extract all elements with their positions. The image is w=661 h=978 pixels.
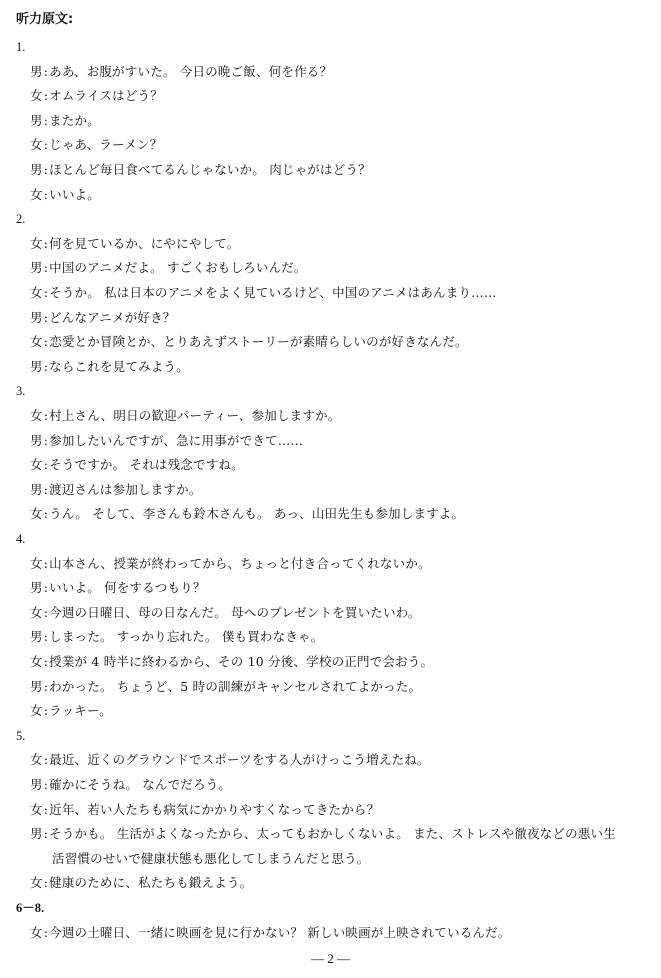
speaker-label: 女: [30, 924, 43, 940]
speaker-colon: :: [43, 777, 49, 792]
dialogue-text: 参加したいんですが、急に用事ができて……: [49, 432, 304, 448]
dialogue-text: うん。 そして、李さんも鈴木さんも。 あっ、山田先生も参加しますよ。: [49, 506, 465, 522]
dialogue-line: [30, 924, 511, 942]
page-number: — 2 —: [311, 951, 350, 966]
dialogue-text: オムライスはどう？: [49, 88, 163, 104]
speaker-colon: :: [43, 309, 49, 325]
dialogue-line: [30, 579, 206, 597]
section-number: 4.: [16, 532, 26, 546]
speaker-colon: :: [43, 654, 49, 669]
dialogue-text: そうですか。 それは残念ですね。: [49, 457, 244, 473]
dialogue-text: 村上さん、明日の歓迎パーティー、参加しますか。: [49, 408, 341, 423]
speaker-colon: :: [43, 678, 49, 694]
speaker-label: 男: [30, 580, 43, 596]
dialogue-text: 最近、近くのグラウンドでスポーツをする人がけっこう増えたね。: [49, 752, 430, 768]
dialogue-line: [30, 112, 100, 130]
dialogue-text: 今週の日曜日、母の日なんだ。 母へのプレゼントを買いたいわ。: [49, 604, 421, 620]
speaker-label: 女: [30, 555, 43, 571]
section-number: 5.: [16, 728, 26, 743]
speaker-colon: :: [43, 555, 49, 571]
dialogue-line: [30, 358, 189, 376]
speaker-colon: :: [43, 162, 49, 177]
speaker-colon: :: [43, 457, 49, 473]
speaker-label: 女: [30, 752, 43, 768]
speaker-label: 男: [30, 358, 43, 374]
dialogue-text: 山本さん、授業が終わってから、ちょっと付き合ってくれないか。: [49, 555, 431, 571]
speaker-label: 女: [30, 457, 43, 473]
dialogue-line: [30, 161, 371, 179]
dialogue-line: [30, 432, 303, 450]
section-number: 2.: [16, 212, 26, 227]
document-title: 听力原文:: [16, 12, 74, 27]
dialogue-line: [30, 63, 332, 81]
dialogue-line: [30, 235, 239, 253]
dialogue-text: しまった。 すっかり忘れた。 僕も買わなきゃ。: [49, 629, 324, 645]
speaker-colon: :: [43, 260, 49, 276]
speaker-colon: :: [43, 88, 49, 104]
speaker-label: 女: [30, 875, 43, 891]
speaker-label: 女: [30, 654, 43, 669]
speaker-label: 女: [30, 604, 43, 620]
dialogue-continuation: 活習慣のせいで健康状態も悪化してしまうんだと思う。: [52, 850, 370, 866]
speaker-colon: :: [43, 358, 49, 374]
speaker-label: 男: [30, 309, 43, 325]
speaker-label: 男: [30, 260, 43, 276]
dialogue-line: [30, 309, 176, 327]
speaker-colon: :: [43, 432, 49, 448]
speaker-colon: :: [43, 408, 49, 423]
speaker-colon: :: [43, 481, 49, 497]
speaker-label: 女: [30, 186, 43, 202]
speaker-label: 女: [30, 285, 43, 300]
speaker-colon: :: [43, 924, 49, 940]
dialogue-line: [30, 874, 252, 892]
dialogue-line: [30, 87, 163, 105]
speaker-label: 男: [30, 481, 43, 497]
dialogue-text: またか。: [49, 112, 100, 128]
speaker-colon: :: [43, 137, 49, 153]
dialogue-text: 中国のアニメだよ。 すごくおもしろいんだ。: [49, 260, 307, 276]
dialogue-text: いいよ。 何をするつもり？: [49, 580, 206, 596]
speaker-label: 女: [30, 88, 43, 104]
dialogue-text: 渡辺さんは参加しますか。: [49, 481, 202, 497]
dialogue-text: そうかも。 生活がよくなったから、太ってもおかしくないよ。 また、ストレスや徹夜などの悪い生: [49, 826, 616, 842]
speaker-colon: :: [43, 580, 49, 596]
section-number: 6－8.: [16, 901, 45, 915]
dialogue-line: [30, 653, 433, 671]
dialogue-line: [30, 702, 112, 720]
speaker-label: 女: [30, 334, 43, 350]
dialogue-line: [30, 407, 340, 425]
speaker-label: 女: [30, 506, 43, 522]
dialogue-text: ラッキー。: [49, 703, 112, 719]
dialogue-text: いいよ。: [49, 186, 100, 202]
dialogue-line: [30, 456, 244, 474]
dialogue-line: [30, 555, 431, 573]
dialogue-text: ほとんど毎日食べてるんじゃないか。 肉じゃがはどう？: [49, 162, 371, 177]
dialogue-line: [30, 678, 421, 696]
dialogue-text: じゃあ、ラーメン？: [49, 137, 163, 153]
dialogue-line: [30, 505, 464, 523]
speaker-colon: :: [43, 63, 49, 79]
section-number: 3.: [16, 384, 26, 399]
dialogue-text: わかった。 ちょうど、5 時の訓練がキャンセルされてよかった。: [49, 678, 422, 694]
dialogue-line: [30, 136, 162, 154]
speaker-colon: :: [43, 604, 49, 620]
speaker-label: 男: [30, 826, 43, 842]
dialogue-text: 健康のために、私たちも鍛えよう。: [49, 875, 253, 891]
dialogue-line: [30, 628, 323, 646]
speaker-label: 女: [30, 408, 43, 423]
speaker-label: 男: [30, 112, 43, 128]
dialogue-line: [30, 751, 430, 769]
speaker-label: 男: [30, 432, 43, 448]
dialogue-text: ならこれを見てみよう。: [49, 358, 189, 374]
speaker-colon: :: [43, 826, 49, 842]
dialogue-line: [30, 186, 100, 204]
speaker-colon: :: [43, 752, 49, 768]
speaker-label: 男: [30, 777, 43, 792]
speaker-colon: :: [43, 875, 49, 891]
speaker-label: 女: [30, 235, 43, 251]
dialogue-text: 何を見ているか、にやにやして。: [49, 235, 240, 251]
dialogue-line: [30, 825, 616, 843]
dialogue-text: 近年、若い人たちも病気にかかりやすくなってきたから？: [49, 801, 380, 817]
speaker-colon: :: [43, 801, 49, 817]
dialogue-line: [30, 801, 379, 819]
speaker-colon: :: [43, 285, 49, 300]
speaker-colon: :: [43, 334, 49, 350]
section-number: 1.: [16, 40, 26, 54]
dialogue-line: [30, 776, 231, 794]
speaker-label: 男: [30, 629, 43, 645]
dialogue-line: [30, 333, 468, 351]
dialogue-line: [30, 284, 497, 302]
speaker-label: 女: [30, 703, 43, 719]
dialogue-line: [30, 481, 202, 499]
speaker-label: 女: [30, 137, 43, 153]
speaker-label: 男: [30, 678, 43, 694]
dialogue-text: 確かにそうね。 なんでだろう。: [49, 777, 232, 792]
speaker-colon: :: [43, 186, 49, 202]
dialogue-text: 今週の土曜日、一緒に映画を見に行かない？ 新しい映画が上映されているんだ。: [49, 924, 511, 940]
speaker-colon: :: [43, 506, 49, 522]
speaker-colon: :: [43, 112, 49, 128]
dialogue-text: ああ、お腹がすいた。 今日の晩ご飯、何を作る？: [49, 63, 333, 79]
dialogue-line: [30, 259, 307, 277]
speaker-label: 男: [30, 63, 43, 79]
dialogue-text: どんなアニメが好き？: [49, 309, 176, 325]
speaker-label: 女: [30, 801, 43, 817]
dialogue-text: そうか。 私は日本のアニメをよく見ているけど、中国のアニメはあんまり……: [49, 285, 497, 300]
dialogue-text: 恋愛とか冒険とか、とりあえずストーリーが素晴らしいのが好きなんだ。: [49, 334, 468, 350]
speaker-label: 男: [30, 162, 43, 177]
speaker-colon: :: [43, 629, 49, 645]
dialogue-line: [30, 604, 421, 622]
speaker-colon: :: [43, 235, 49, 251]
dialogue-text: 授業が 4 時半に終わるから、その 10 分後、学校の正門で会おう。: [49, 654, 434, 669]
speaker-colon: :: [43, 703, 49, 719]
